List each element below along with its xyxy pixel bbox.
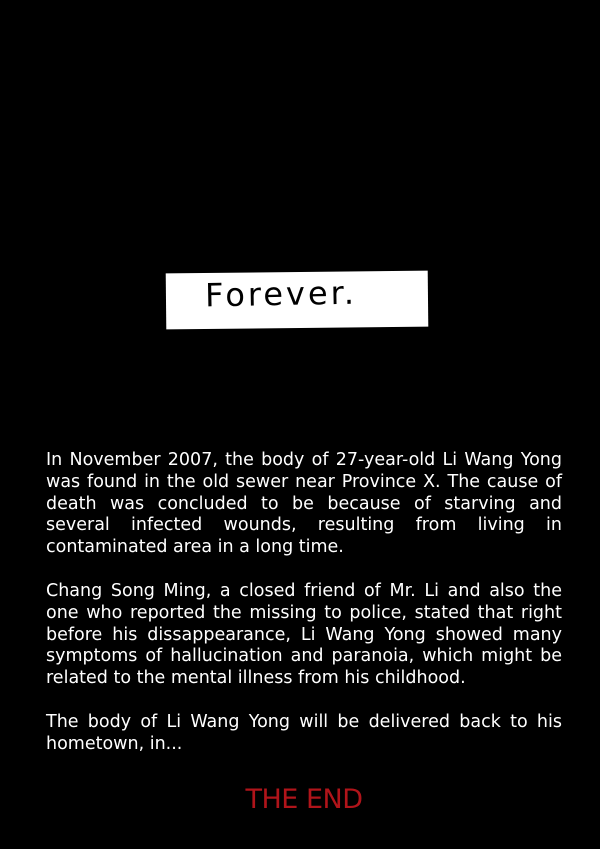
story-paragraph: The body of Li Wang Yong will be delivered back to his hometown, in... [46, 711, 562, 754]
story-paragraph: Chang Song Ming, a closed friend of Mr. Li and also the one who reported the missing to police, stated that right before his dissappearance, Li Wang Yong showed many symptoms of hallucination and paranoia, which might be related to the mental illness from his childhood. [46, 580, 562, 689]
caption-text: Forever. [204, 273, 358, 315]
story-paragraph: In November 2007, the body of 27-year-old Li Wang Yong was found in the old sewer near Province X. The cause of death was concluded to be because of starving and several infected wounds, resulting from living in contaminated area in a long time. [46, 450, 562, 558]
the-end-label: THE END [245, 784, 363, 815]
story-text-block [46, 450, 562, 778]
